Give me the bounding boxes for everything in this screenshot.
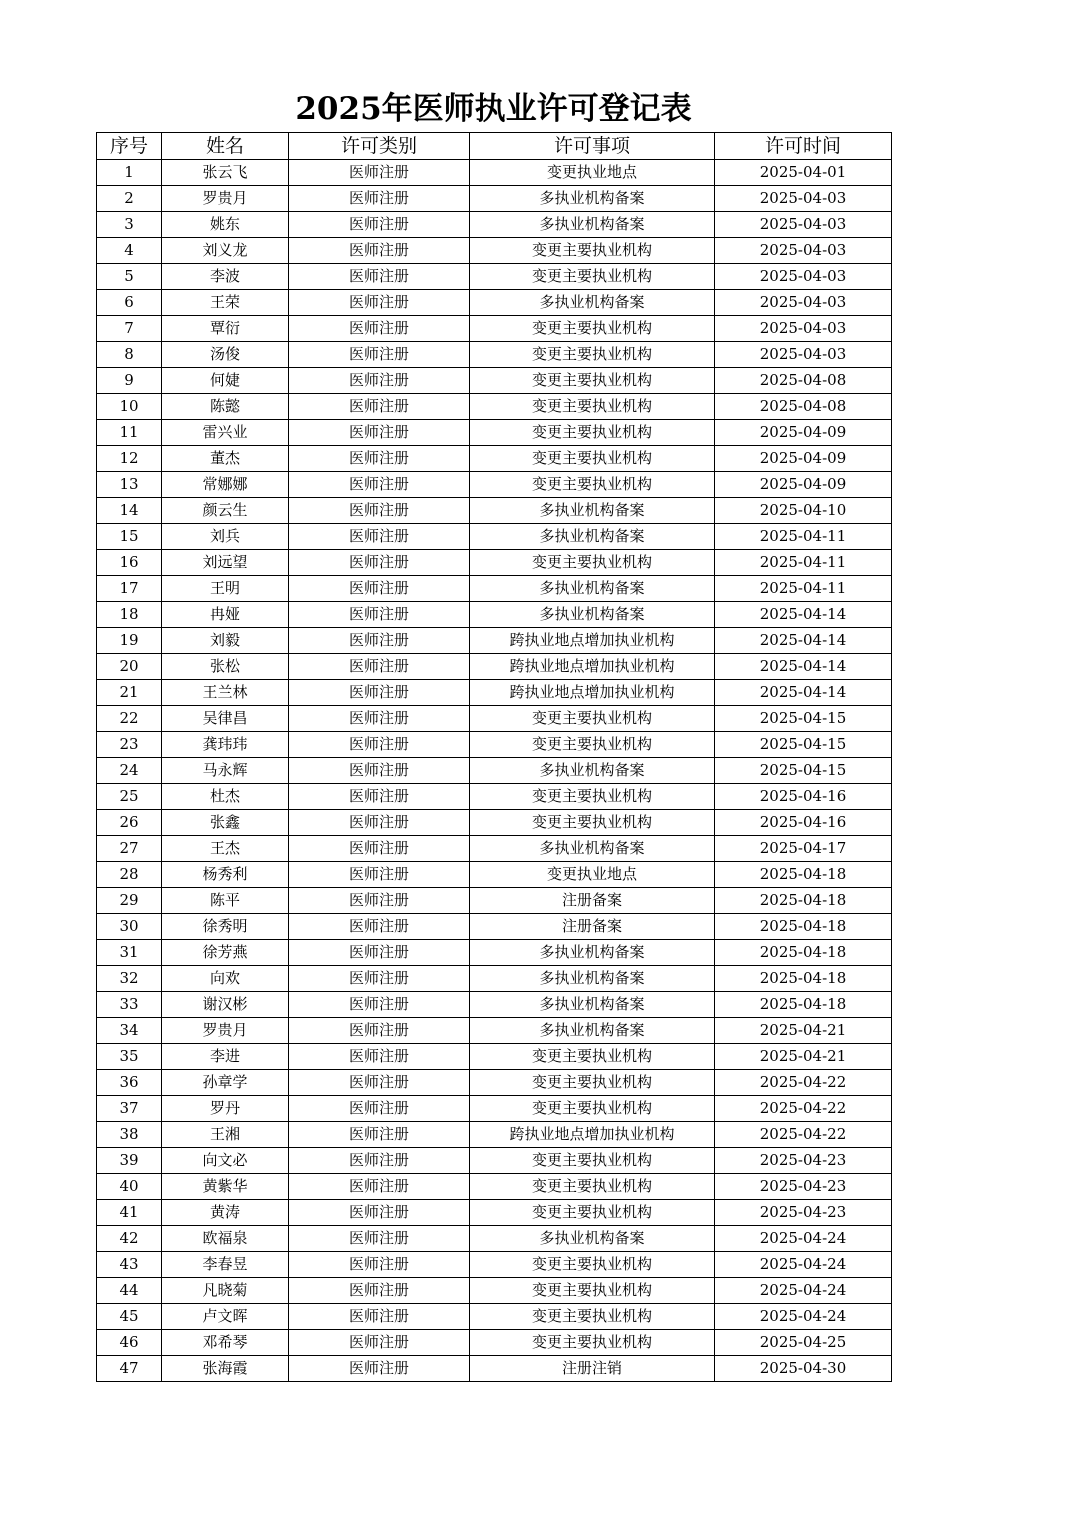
cell-item: 多执业机构备案: [470, 290, 715, 316]
table-row: [97, 784, 892, 810]
cell-name: 徐秀明: [162, 914, 289, 940]
cell-date: 2025-04-11: [715, 576, 892, 602]
cell-date: 2025-04-09: [715, 446, 892, 472]
cell-index: 42: [97, 1226, 162, 1252]
cell-item: 跨执业地点增加执业机构: [470, 628, 715, 654]
cell-item: 变更主要执业机构: [470, 1278, 715, 1304]
cell-category: 医师注册: [289, 160, 470, 186]
cell-category: 医师注册: [289, 888, 470, 914]
page-title: 2025年医师执业许可登记表: [295, 91, 692, 127]
cell-index: 43: [97, 1252, 162, 1278]
cell-index: 16: [97, 550, 162, 576]
cell-index: 8: [97, 342, 162, 368]
cell-item: 多执业机构备案: [470, 1226, 715, 1252]
cell-category: 医师注册: [289, 1148, 470, 1174]
cell-index: 1: [97, 160, 162, 186]
cell-name: 冉娅: [162, 602, 289, 628]
cell-item: 变更主要执业机构: [470, 1200, 715, 1226]
cell-date: 2025-04-03: [715, 316, 892, 342]
cell-index: 47: [97, 1356, 162, 1382]
cell-name: 汤俊: [162, 342, 289, 368]
cell-date: 2025-04-03: [715, 264, 892, 290]
cell-date: 2025-04-14: [715, 602, 892, 628]
cell-date: 2025-04-03: [715, 238, 892, 264]
cell-index: 17: [97, 576, 162, 602]
cell-name: 黄紫华: [162, 1174, 289, 1200]
cell-name: 张松: [162, 654, 289, 680]
cell-category: 医师注册: [289, 1304, 470, 1330]
cell-date: 2025-04-30: [715, 1356, 892, 1382]
cell-date: 2025-04-15: [715, 758, 892, 784]
registration-table: [96, 132, 892, 1382]
cell-date: 2025-04-16: [715, 810, 892, 836]
cell-name: 王杰: [162, 836, 289, 862]
cell-name: 颜云生: [162, 498, 289, 524]
cell-item: 多执业机构备案: [470, 966, 715, 992]
cell-name: 罗丹: [162, 1096, 289, 1122]
cell-item: 多执业机构备案: [470, 212, 715, 238]
cell-name: 陈懿: [162, 394, 289, 420]
cell-category: 医师注册: [289, 680, 470, 706]
cell-date: 2025-04-11: [715, 550, 892, 576]
cell-date: 2025-04-11: [715, 524, 892, 550]
cell-name: 罗贵月: [162, 186, 289, 212]
cell-name: 凡晓菊: [162, 1278, 289, 1304]
cell-item: 注册备案: [470, 914, 715, 940]
table-row: [97, 342, 892, 368]
cell-category: 医师注册: [289, 576, 470, 602]
cell-name: 黄涛: [162, 1200, 289, 1226]
cell-item: 多执业机构备案: [470, 498, 715, 524]
table-row: [97, 1148, 892, 1174]
cell-category: 医师注册: [289, 628, 470, 654]
cell-date: 2025-04-08: [715, 368, 892, 394]
cell-index: 11: [97, 420, 162, 446]
table-row: [97, 1200, 892, 1226]
table-row: [97, 212, 892, 238]
table-row: [97, 706, 892, 732]
cell-index: 7: [97, 316, 162, 342]
cell-name: 杨秀利: [162, 862, 289, 888]
cell-index: 28: [97, 862, 162, 888]
cell-date: 2025-04-23: [715, 1174, 892, 1200]
cell-item: 变更主要执业机构: [470, 706, 715, 732]
cell-category: 医师注册: [289, 784, 470, 810]
cell-date: 2025-04-24: [715, 1252, 892, 1278]
cell-name: 刘义龙: [162, 238, 289, 264]
cell-date: 2025-04-23: [715, 1148, 892, 1174]
cell-index: 45: [97, 1304, 162, 1330]
table-row: [97, 472, 892, 498]
table-row: [97, 914, 892, 940]
cell-item: 变更主要执业机构: [470, 550, 715, 576]
cell-item: 多执业机构备案: [470, 524, 715, 550]
table-row: [97, 1330, 892, 1356]
header-category: 许可类别: [289, 133, 470, 160]
table-row: [97, 550, 892, 576]
cell-category: 医师注册: [289, 1018, 470, 1044]
cell-date: 2025-04-22: [715, 1096, 892, 1122]
table-row: [97, 628, 892, 654]
cell-name: 谢汉彬: [162, 992, 289, 1018]
header-date: 许可时间: [715, 133, 892, 160]
cell-category: 医师注册: [289, 524, 470, 550]
cell-index: 30: [97, 914, 162, 940]
cell-item: 变更主要执业机构: [470, 264, 715, 290]
table-row: [97, 160, 892, 186]
cell-item: 变更主要执业机构: [470, 1174, 715, 1200]
cell-name: 王明: [162, 576, 289, 602]
cell-item: 变更执业地点: [470, 160, 715, 186]
cell-date: 2025-04-17: [715, 836, 892, 862]
cell-index: 12: [97, 446, 162, 472]
cell-index: 36: [97, 1070, 162, 1096]
cell-category: 医师注册: [289, 1330, 470, 1356]
cell-category: 医师注册: [289, 1278, 470, 1304]
cell-category: 医师注册: [289, 1200, 470, 1226]
table-row: [97, 1356, 892, 1382]
cell-index: 32: [97, 966, 162, 992]
cell-category: 医师注册: [289, 758, 470, 784]
cell-index: 46: [97, 1330, 162, 1356]
cell-name: 何婕: [162, 368, 289, 394]
cell-category: 医师注册: [289, 186, 470, 212]
cell-date: 2025-04-09: [715, 420, 892, 446]
cell-date: 2025-04-03: [715, 290, 892, 316]
cell-name: 杜杰: [162, 784, 289, 810]
cell-date: 2025-04-08: [715, 394, 892, 420]
cell-name: 李进: [162, 1044, 289, 1070]
table-row: [97, 888, 892, 914]
cell-index: 41: [97, 1200, 162, 1226]
cell-category: 医师注册: [289, 966, 470, 992]
cell-name: 向文必: [162, 1148, 289, 1174]
cell-date: 2025-04-25: [715, 1330, 892, 1356]
cell-item: 变更主要执业机构: [470, 316, 715, 342]
cell-name: 雷兴业: [162, 420, 289, 446]
cell-index: 2: [97, 186, 162, 212]
cell-name: 卢文晖: [162, 1304, 289, 1330]
cell-index: 21: [97, 680, 162, 706]
table-row: [97, 1018, 892, 1044]
table-row: [97, 940, 892, 966]
table-row: [97, 862, 892, 888]
table-row: [97, 368, 892, 394]
cell-item: 多执业机构备案: [470, 576, 715, 602]
cell-date: 2025-04-21: [715, 1018, 892, 1044]
cell-date: 2025-04-14: [715, 654, 892, 680]
cell-name: 刘兵: [162, 524, 289, 550]
cell-item: 多执业机构备案: [470, 992, 715, 1018]
cell-name: 董杰: [162, 446, 289, 472]
cell-index: 37: [97, 1096, 162, 1122]
cell-date: 2025-04-03: [715, 186, 892, 212]
table-row: [97, 1122, 892, 1148]
cell-item: 多执业机构备案: [470, 602, 715, 628]
cell-category: 医师注册: [289, 316, 470, 342]
table-row: [97, 186, 892, 212]
cell-item: 变更主要执业机构: [470, 1304, 715, 1330]
cell-index: 19: [97, 628, 162, 654]
table-row: [97, 602, 892, 628]
table-row: [97, 732, 892, 758]
cell-index: 13: [97, 472, 162, 498]
cell-category: 医师注册: [289, 1356, 470, 1382]
cell-name: 张海霞: [162, 1356, 289, 1382]
cell-item: 跨执业地点增加执业机构: [470, 680, 715, 706]
cell-category: 医师注册: [289, 992, 470, 1018]
cell-item: 变更执业地点: [470, 862, 715, 888]
table-row: [97, 992, 892, 1018]
cell-name: 邓希琴: [162, 1330, 289, 1356]
cell-item: 多执业机构备案: [470, 758, 715, 784]
cell-index: 31: [97, 940, 162, 966]
table-row: [97, 576, 892, 602]
table-row: [97, 1174, 892, 1200]
cell-item: 变更主要执业机构: [470, 1148, 715, 1174]
cell-index: 35: [97, 1044, 162, 1070]
cell-index: 3: [97, 212, 162, 238]
cell-item: 变更主要执业机构: [470, 238, 715, 264]
header-index: 序号: [97, 133, 162, 160]
cell-category: 医师注册: [289, 1044, 470, 1070]
cell-index: 44: [97, 1278, 162, 1304]
cell-date: 2025-04-18: [715, 966, 892, 992]
cell-item: 变更主要执业机构: [470, 1330, 715, 1356]
cell-name: 常娜娜: [162, 472, 289, 498]
cell-name: 姚东: [162, 212, 289, 238]
cell-date: 2025-04-23: [715, 1200, 892, 1226]
cell-date: 2025-04-16: [715, 784, 892, 810]
cell-index: 6: [97, 290, 162, 316]
cell-date: 2025-04-21: [715, 1044, 892, 1070]
cell-name: 张云飞: [162, 160, 289, 186]
cell-date: 2025-04-24: [715, 1226, 892, 1252]
cell-category: 医师注册: [289, 368, 470, 394]
cell-item: 跨执业地点增加执业机构: [470, 1122, 715, 1148]
cell-item: 变更主要执业机构: [470, 810, 715, 836]
cell-category: 医师注册: [289, 836, 470, 862]
cell-index: 39: [97, 1148, 162, 1174]
cell-category: 医师注册: [289, 264, 470, 290]
cell-index: 4: [97, 238, 162, 264]
cell-item: 变更主要执业机构: [470, 368, 715, 394]
cell-name: 王荣: [162, 290, 289, 316]
cell-name: 陈平: [162, 888, 289, 914]
cell-category: 医师注册: [289, 1252, 470, 1278]
cell-category: 医师注册: [289, 1096, 470, 1122]
cell-index: 24: [97, 758, 162, 784]
cell-category: 医师注册: [289, 446, 470, 472]
cell-date: 2025-04-10: [715, 498, 892, 524]
cell-item: 多执业机构备案: [470, 836, 715, 862]
table-row: [97, 524, 892, 550]
table-header-row: [97, 133, 892, 160]
cell-date: 2025-04-15: [715, 706, 892, 732]
cell-item: 多执业机构备案: [470, 186, 715, 212]
cell-date: 2025-04-18: [715, 862, 892, 888]
cell-name: 覃衍: [162, 316, 289, 342]
cell-date: 2025-04-03: [715, 212, 892, 238]
cell-name: 张鑫: [162, 810, 289, 836]
cell-category: 医师注册: [289, 212, 470, 238]
table-row: [97, 758, 892, 784]
cell-category: 医师注册: [289, 290, 470, 316]
table-row: [97, 1044, 892, 1070]
cell-date: 2025-04-14: [715, 628, 892, 654]
cell-date: 2025-04-22: [715, 1070, 892, 1096]
cell-item: 变更主要执业机构: [470, 732, 715, 758]
cell-index: 14: [97, 498, 162, 524]
cell-index: 20: [97, 654, 162, 680]
cell-date: 2025-04-24: [715, 1278, 892, 1304]
cell-name: 李波: [162, 264, 289, 290]
cell-index: 29: [97, 888, 162, 914]
cell-index: 27: [97, 836, 162, 862]
cell-date: 2025-04-01: [715, 160, 892, 186]
cell-category: 医师注册: [289, 420, 470, 446]
table-row: [97, 1070, 892, 1096]
cell-item: 变更主要执业机构: [470, 472, 715, 498]
cell-name: 马永辉: [162, 758, 289, 784]
cell-item: 跨执业地点增加执业机构: [470, 654, 715, 680]
cell-name: 刘远望: [162, 550, 289, 576]
cell-name: 吴律昌: [162, 706, 289, 732]
cell-item: 变更主要执业机构: [470, 1096, 715, 1122]
table-row: [97, 290, 892, 316]
cell-category: 医师注册: [289, 1070, 470, 1096]
table-row: [97, 394, 892, 420]
cell-index: 34: [97, 1018, 162, 1044]
table-row: [97, 654, 892, 680]
cell-category: 医师注册: [289, 602, 470, 628]
cell-name: 徐芳燕: [162, 940, 289, 966]
table-row: [97, 1278, 892, 1304]
cell-index: 10: [97, 394, 162, 420]
cell-name: 刘毅: [162, 628, 289, 654]
table-row: [97, 316, 892, 342]
cell-name: 李春昱: [162, 1252, 289, 1278]
cell-index: 5: [97, 264, 162, 290]
cell-name: 孙章学: [162, 1070, 289, 1096]
table-row: [97, 1252, 892, 1278]
cell-item: 多执业机构备案: [470, 940, 715, 966]
cell-date: 2025-04-14: [715, 680, 892, 706]
table-row: [97, 1096, 892, 1122]
cell-category: 医师注册: [289, 342, 470, 368]
cell-date: 2025-04-18: [715, 992, 892, 1018]
cell-category: 医师注册: [289, 862, 470, 888]
cell-item: 注册备案: [470, 888, 715, 914]
cell-name: 罗贵月: [162, 1018, 289, 1044]
cell-index: 38: [97, 1122, 162, 1148]
cell-category: 医师注册: [289, 550, 470, 576]
cell-date: 2025-04-18: [715, 914, 892, 940]
cell-item: 多执业机构备案: [470, 1018, 715, 1044]
cell-index: 23: [97, 732, 162, 758]
cell-category: 医师注册: [289, 394, 470, 420]
cell-name: 欧福泉: [162, 1226, 289, 1252]
cell-item: 变更主要执业机构: [470, 446, 715, 472]
cell-name: 向欢: [162, 966, 289, 992]
table-row: [97, 966, 892, 992]
cell-category: 医师注册: [289, 732, 470, 758]
cell-date: 2025-04-09: [715, 472, 892, 498]
cell-item: 注册注销: [470, 1356, 715, 1382]
cell-category: 医师注册: [289, 940, 470, 966]
cell-category: 医师注册: [289, 1122, 470, 1148]
table-row: [97, 1226, 892, 1252]
table-row: [97, 680, 892, 706]
table-row: [97, 836, 892, 862]
cell-item: 变更主要执业机构: [470, 1252, 715, 1278]
cell-category: 医师注册: [289, 706, 470, 732]
cell-index: 33: [97, 992, 162, 1018]
table-body: [97, 160, 892, 1382]
cell-item: 变更主要执业机构: [470, 420, 715, 446]
cell-category: 医师注册: [289, 914, 470, 940]
table-row: [97, 810, 892, 836]
cell-category: 医师注册: [289, 1226, 470, 1252]
cell-category: 医师注册: [289, 1174, 470, 1200]
cell-index: 15: [97, 524, 162, 550]
cell-name: 王兰林: [162, 680, 289, 706]
cell-date: 2025-04-03: [715, 342, 892, 368]
cell-item: 变更主要执业机构: [470, 394, 715, 420]
cell-index: 18: [97, 602, 162, 628]
cell-item: 变更主要执业机构: [470, 784, 715, 810]
cell-category: 医师注册: [289, 238, 470, 264]
cell-item: 变更主要执业机构: [470, 342, 715, 368]
cell-item: 变更主要执业机构: [470, 1070, 715, 1096]
cell-index: 26: [97, 810, 162, 836]
table-row: [97, 498, 892, 524]
cell-date: 2025-04-18: [715, 940, 892, 966]
table-row: [97, 238, 892, 264]
table-row: [97, 420, 892, 446]
header-name: 姓名: [162, 133, 289, 160]
cell-name: 王湘: [162, 1122, 289, 1148]
cell-category: 医师注册: [289, 472, 470, 498]
cell-name: 龚玮玮: [162, 732, 289, 758]
cell-date: 2025-04-18: [715, 888, 892, 914]
cell-index: 9: [97, 368, 162, 394]
table-row: [97, 446, 892, 472]
cell-date: 2025-04-15: [715, 732, 892, 758]
table-row: [97, 264, 892, 290]
cell-index: 25: [97, 784, 162, 810]
cell-category: 医师注册: [289, 810, 470, 836]
cell-index: 40: [97, 1174, 162, 1200]
table-row: [97, 1304, 892, 1330]
cell-index: 22: [97, 706, 162, 732]
cell-category: 医师注册: [289, 498, 470, 524]
header-item: 许可事项: [470, 133, 715, 160]
cell-date: 2025-04-22: [715, 1122, 892, 1148]
cell-category: 医师注册: [289, 654, 470, 680]
cell-date: 2025-04-24: [715, 1304, 892, 1330]
cell-item: 变更主要执业机构: [470, 1044, 715, 1070]
